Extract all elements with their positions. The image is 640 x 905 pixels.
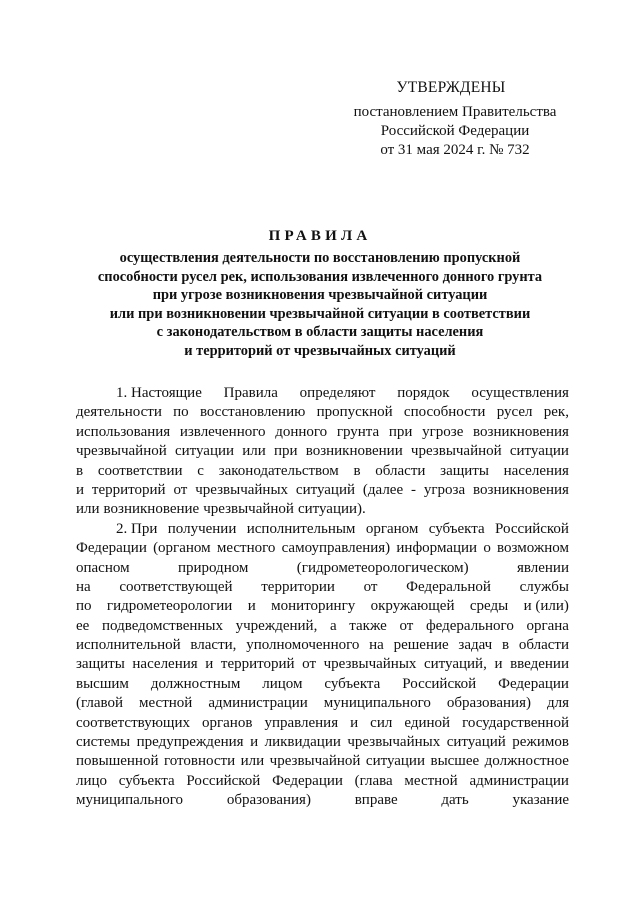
word: определяют xyxy=(299,385,376,401)
text-line xyxy=(76,578,569,597)
word: повышенной xyxy=(76,753,159,770)
word: по xyxy=(76,598,92,615)
word: также xyxy=(349,617,387,634)
word: и xyxy=(76,481,85,498)
word: от xyxy=(399,617,414,634)
word: чрезвычайной xyxy=(410,443,502,460)
approval-line-1: постановлением Правительства xyxy=(353,104,557,120)
word: указание xyxy=(512,792,569,809)
text-line xyxy=(76,675,569,694)
word: населения xyxy=(503,462,569,479)
word: федерального xyxy=(425,617,514,634)
approval-line-3: от 31 мая 2024 г. № 732 xyxy=(380,142,530,158)
subtitle-line: и территорий от чрезвычайных ситуаций xyxy=(184,342,456,359)
word: или xyxy=(242,443,266,460)
subtitle-line: с законодательством в области защиты населения xyxy=(156,324,484,341)
word: и xyxy=(250,734,259,751)
word: возникновения xyxy=(473,423,569,440)
word: угрозе xyxy=(422,423,464,440)
word: для xyxy=(546,695,569,712)
word: 1. Настоящие xyxy=(116,385,202,401)
word: ситуаций xyxy=(446,734,506,751)
word: органа xyxy=(526,617,569,634)
word: и xyxy=(350,714,359,731)
word: территорий xyxy=(91,481,166,498)
word: ситуации xyxy=(509,443,569,460)
approval-line-2: Российской Федерации xyxy=(380,123,530,139)
word: муниципального xyxy=(323,695,431,712)
word: грунта xyxy=(336,423,380,440)
word: защиты xyxy=(76,656,125,673)
word: ситуации xyxy=(365,753,425,770)
document-title: ПРАВИЛА xyxy=(268,228,372,244)
word: территории xyxy=(261,578,335,595)
word: субъекта xyxy=(324,675,381,692)
word: лицом xyxy=(262,675,303,692)
word: территорий xyxy=(220,656,295,673)
word: предупреждения xyxy=(136,734,244,751)
word: вправе xyxy=(354,792,398,809)
word: возникновении xyxy=(305,443,403,460)
word: ситуаций xyxy=(295,481,356,498)
word: от xyxy=(173,481,188,498)
word: службы xyxy=(519,578,569,595)
word: государственной xyxy=(462,714,569,731)
word: чрезвычайной xyxy=(269,753,361,770)
text-line xyxy=(76,772,569,791)
word: ликвидации xyxy=(264,734,341,751)
word: на xyxy=(76,578,91,595)
word: русел xyxy=(496,404,533,421)
text-line xyxy=(76,752,569,771)
word: в xyxy=(76,462,84,479)
word: восстановлению xyxy=(199,404,306,421)
word: решение xyxy=(393,637,449,654)
text-line xyxy=(76,559,569,578)
word: чрезвычайной xyxy=(76,443,167,460)
word: лицо xyxy=(76,772,108,789)
word: а xyxy=(329,617,337,634)
word: соответствующих xyxy=(76,714,190,731)
word: высшим xyxy=(76,675,129,692)
word: управления xyxy=(264,714,339,731)
word: режимов xyxy=(512,734,569,751)
word: власти, xyxy=(190,637,237,654)
word: получении xyxy=(167,520,237,537)
word: и (или) xyxy=(523,598,569,615)
text-line xyxy=(76,442,569,461)
text-line xyxy=(76,520,569,539)
word: Правила xyxy=(223,385,278,401)
word: самоуправления) xyxy=(281,540,391,557)
word: субъекта xyxy=(428,520,485,537)
word: (гидрометеорологическом) xyxy=(296,559,469,576)
word: ее xyxy=(76,617,90,634)
word: угроза xyxy=(423,481,466,498)
word: пропускной xyxy=(316,404,393,421)
word: ситуации xyxy=(174,443,235,460)
text-line xyxy=(76,423,569,442)
word: высшее xyxy=(430,753,480,770)
word: чрезвычайных xyxy=(323,656,417,673)
text-line xyxy=(76,636,569,655)
approval-heading: УТВЕРЖДЕНЫ xyxy=(396,79,506,96)
paragraph-2 xyxy=(76,520,569,811)
word: задач xyxy=(458,637,493,654)
word: ситуаций, xyxy=(424,656,487,673)
word: области xyxy=(375,462,426,479)
word: способности xyxy=(403,404,486,421)
document-body xyxy=(76,384,569,811)
subtitle-line: осуществления деятельности по восстановлению пропускной xyxy=(119,250,521,266)
word: 2. При xyxy=(116,520,158,537)
word: возникновение xyxy=(103,501,200,518)
word: явлении xyxy=(516,559,569,576)
word: или xyxy=(76,501,100,518)
word: в xyxy=(353,462,361,479)
word: информации xyxy=(396,540,478,557)
word: (глава xyxy=(354,772,393,789)
word: муниципального xyxy=(76,792,184,809)
word: осуществления xyxy=(471,385,569,401)
word: администрации xyxy=(469,772,569,789)
word: с xyxy=(197,462,204,479)
word: местной xyxy=(404,772,458,789)
word: сил xyxy=(370,714,393,731)
word: уполномоченного xyxy=(246,637,360,654)
word: от xyxy=(302,656,316,673)
word: единой xyxy=(404,714,451,731)
word: возможном xyxy=(497,540,569,557)
word: образования) xyxy=(226,792,311,809)
word: Федеральной xyxy=(406,578,491,595)
word: при xyxy=(273,443,298,460)
text-line xyxy=(76,733,569,752)
word: извлеченного xyxy=(179,423,266,440)
word: защиты xyxy=(440,462,489,479)
word: населения xyxy=(132,656,198,673)
text-line xyxy=(76,791,569,810)
word: (органом xyxy=(153,540,211,557)
text-line xyxy=(76,714,569,733)
text-line xyxy=(76,694,569,713)
word: введении xyxy=(510,656,569,673)
text-line xyxy=(76,500,569,519)
text-line xyxy=(76,384,569,403)
subtitle-line: при угрозе возникновения чрезвычайной ситуации xyxy=(152,287,488,304)
word: чрезвычайных xyxy=(195,481,289,498)
word: рек, xyxy=(543,404,569,421)
word: готовности xyxy=(163,753,236,770)
word: Российской xyxy=(495,520,569,537)
word: образования) xyxy=(446,695,531,712)
word: (главой xyxy=(76,695,124,712)
word: природном xyxy=(177,559,249,576)
word: и xyxy=(205,656,214,673)
word: соответствующей xyxy=(119,578,233,595)
word: - xyxy=(411,481,417,498)
word: окружающей xyxy=(370,598,455,615)
word: на xyxy=(369,637,384,654)
word: и xyxy=(247,598,256,615)
word: чрезвычайной xyxy=(203,501,294,518)
text-line xyxy=(76,481,569,500)
text-line xyxy=(76,462,569,481)
word: чрезвычайных xyxy=(347,734,441,751)
word: исполнительным xyxy=(246,520,356,537)
word: мониторингу xyxy=(271,598,356,615)
word: возникновения xyxy=(473,481,569,498)
text-line xyxy=(76,617,569,636)
word: Федерации xyxy=(76,540,147,557)
word: или xyxy=(240,753,265,770)
word: Федерации xyxy=(272,772,343,789)
word: от xyxy=(363,578,378,595)
word: исполнительной xyxy=(76,637,181,654)
word: донного xyxy=(275,423,328,440)
word: при xyxy=(388,423,413,440)
word: Федерации xyxy=(498,675,569,692)
word: порядок xyxy=(397,385,450,401)
word: системы xyxy=(76,734,131,751)
text-line xyxy=(76,403,569,422)
word: дать xyxy=(441,792,469,809)
word: опасном xyxy=(76,559,130,576)
word: местной xyxy=(139,695,193,712)
word: и xyxy=(494,656,503,673)
word: Российской xyxy=(186,772,261,789)
text-line xyxy=(76,655,569,674)
subtitle-line: или при возникновении чрезвычайной ситуации в соответствии xyxy=(109,305,531,322)
word: гидрометеорологии xyxy=(106,598,233,615)
text-line xyxy=(76,597,569,616)
word: (далее xyxy=(362,481,404,498)
word: подведомственных xyxy=(101,617,223,634)
word: законодательством xyxy=(218,462,339,479)
word: органов xyxy=(202,714,253,731)
word: деятельности xyxy=(76,404,162,421)
word: ситуации). xyxy=(297,501,366,518)
word: области xyxy=(518,637,569,654)
word: администрации xyxy=(208,695,308,712)
word: по xyxy=(173,404,189,421)
word: субъекта xyxy=(118,772,175,789)
subtitle-line: способности русел рек, использования извлеченного донного грунта xyxy=(97,268,543,285)
text-line xyxy=(76,539,569,558)
document-subtitle xyxy=(60,249,580,361)
word: должностным xyxy=(150,675,241,692)
word: использования xyxy=(76,423,171,440)
approval-block xyxy=(340,78,570,160)
word: соответствии xyxy=(97,462,183,479)
word: в xyxy=(501,637,510,654)
word: Российской xyxy=(402,675,477,692)
word: о xyxy=(483,540,491,557)
word: местного xyxy=(216,540,276,557)
word: учреждений, xyxy=(235,617,318,634)
word: органом xyxy=(365,520,419,537)
word: среды xyxy=(469,598,509,615)
paragraph-1 xyxy=(76,384,569,520)
word: должностное xyxy=(484,753,569,770)
